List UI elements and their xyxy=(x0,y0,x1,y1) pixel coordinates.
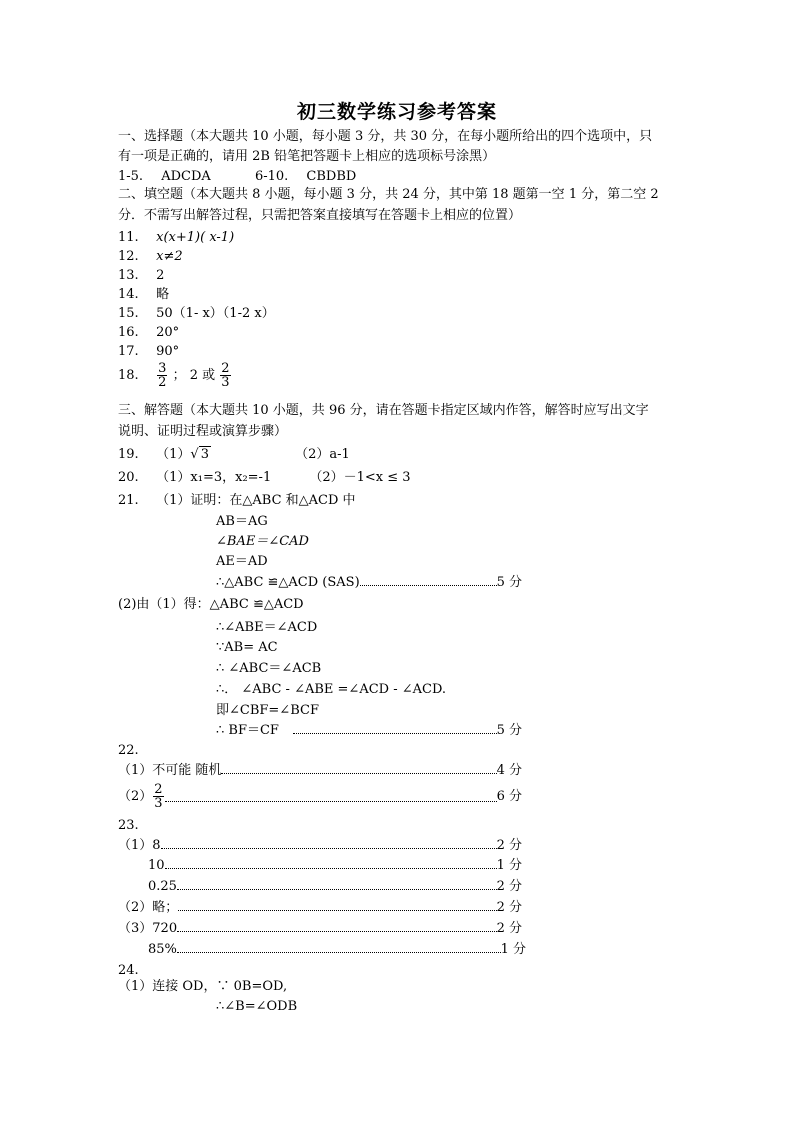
q21-step-4: ∴． ∠ABC - ∠ABE =∠ACD - ∠ACD. xyxy=(216,682,447,697)
score-label: 5 分 xyxy=(496,575,522,590)
item-number: 11. xyxy=(118,230,139,245)
q22-part2 xyxy=(118,783,522,810)
q21-conclusion-2 xyxy=(216,722,522,739)
q23-row-label: （3）720 xyxy=(118,921,178,936)
score-label: 2 分 xyxy=(496,879,522,894)
q21-condition-1: AB＝AG xyxy=(216,514,268,529)
fill-item-18 xyxy=(118,362,232,389)
fraction-three-halves: $\frac{3}{2}$ xyxy=(158,361,167,390)
q23-row xyxy=(148,941,526,958)
leader-dots xyxy=(177,880,497,890)
leader-dots xyxy=(178,901,496,911)
sqrt-three: √ 3 xyxy=(190,447,209,462)
fill-item-11 xyxy=(118,229,234,246)
q23-row xyxy=(148,857,522,874)
fill-item-14 xyxy=(118,286,169,303)
choice-range-1-5: 1-5. xyxy=(118,169,144,184)
score-label: 1 分 xyxy=(500,942,526,957)
item-number: 19. xyxy=(118,447,139,462)
item-answer: 20° xyxy=(156,325,180,340)
item-number: 21. xyxy=(118,493,139,508)
item-number: 13. xyxy=(118,268,139,283)
score-label: 1 分 xyxy=(496,858,522,873)
fill-item-12 xyxy=(118,248,183,265)
q24-line-1: （1）连接 OD，∵ 0B=OD, xyxy=(118,979,288,994)
item-number: 12. xyxy=(118,249,139,264)
q20-part2: （2）－1<x ≤ 3 xyxy=(309,470,411,485)
leader-dots xyxy=(360,576,497,586)
fill-item-13 xyxy=(118,267,164,284)
section3-header-line1: 三、解答题（本大题共 10 小题，共 96 分，请在答题卡指定区域内作答，解答时应写出文字 xyxy=(118,403,649,418)
item-number: 20. xyxy=(118,470,139,485)
item-answer: x(x+1)( x-1) xyxy=(156,230,235,245)
page-title: 初三数学练习参考答案 xyxy=(296,101,497,123)
score-label: 6 分 xyxy=(496,789,522,804)
score-label: 2 分 xyxy=(496,838,522,853)
q21-step-1: ∴∠ABE＝∠ACD xyxy=(216,620,318,635)
q20-part1: （1）x₁=3，x₂=-1 xyxy=(156,470,272,485)
fraction-two-thirds: $\frac{2}{3}$ xyxy=(221,361,230,390)
section1-header-line2: 有一项是正确的，请用 2B 铅笔把答题卡上相应的选项标号涂黑） xyxy=(118,149,496,164)
section2-header-line1: 二、填空题（本大题共 8 小题，每小题 3 分，共 24 分，其中第 18 题第一空 1 分，第二空 2 xyxy=(118,187,659,202)
leader-dots xyxy=(161,839,497,849)
score-label: 2 分 xyxy=(496,900,522,915)
solution-24-number: 24. xyxy=(118,963,139,978)
q19-part1-label: （1） xyxy=(156,447,191,462)
q23-row xyxy=(118,920,522,937)
section2-header-line2: 分．不需写出解答过程，只需把答案直接填写在答题卡上相应的位置） xyxy=(118,208,522,223)
fraction-two-thirds: $\frac{2}{3}$ xyxy=(154,782,163,811)
item-number: 17. xyxy=(118,344,139,359)
q21-conclusion-1 xyxy=(216,574,522,591)
q21-step-3: ∴ ∠ABC＝∠ACB xyxy=(216,661,322,676)
q23-row-label: 85% xyxy=(148,942,177,957)
leader-dots xyxy=(177,922,497,932)
leader-dots xyxy=(165,792,497,802)
solution-19 xyxy=(118,446,350,463)
item-answer: 50（1- x）（1-2 x） xyxy=(156,306,275,321)
choice-answers-1-5: ADCDA xyxy=(161,169,211,184)
item-number: 14. xyxy=(118,287,139,302)
q21-step-5: 即∠CBF=∠BCF xyxy=(216,703,319,718)
fill-item-16 xyxy=(118,324,179,341)
q24-line-2: ∴∠B=∠ODB xyxy=(216,999,298,1014)
q22-part1-text: （1）不可能 随机 xyxy=(118,763,222,778)
q23-row xyxy=(148,878,522,895)
choice-answers-6-10: CBDBD xyxy=(306,169,357,184)
q21-conclusion-2-text: ∴ BF＝CF xyxy=(216,723,279,738)
choice-range-6-10: 6-10. xyxy=(254,169,289,184)
section1-answers xyxy=(118,168,356,185)
fill-item-17 xyxy=(118,343,179,360)
leader-dots xyxy=(177,943,501,953)
q22-part1 xyxy=(118,762,522,779)
section3-header-line2: 说明、证明过程或演算步骤） xyxy=(118,424,288,439)
q22-part2-label: （2） xyxy=(118,789,153,804)
q23-row-label: 0.25 xyxy=(148,879,177,894)
q21-intro-text: （1）证明：在△ABC 和△ACD 中 xyxy=(156,493,356,508)
q23-row-label: （2）略； xyxy=(118,900,179,915)
solution-22-number: 22. xyxy=(118,743,139,758)
q21-part2-intro: (2)由（1）得：△ABC ≌△ACD xyxy=(118,597,304,612)
solution-23-number: 23. xyxy=(118,818,139,833)
section1-header-line1: 一、选择题（本大题共 10 小题，每小题 3 分，共 30 分，在每小题所给出的四个选项中，只 xyxy=(118,129,653,144)
item-answer-mid: ； 2 或 xyxy=(172,368,216,383)
leader-dots xyxy=(293,724,497,734)
item-answer: x≠2 xyxy=(156,249,183,264)
item-number: 15. xyxy=(118,306,139,321)
q19-part2: （2）a-1 xyxy=(295,447,350,462)
q21-step-2: ∵AB= AC xyxy=(216,640,278,655)
solution-21-intro xyxy=(118,492,356,509)
q23-row xyxy=(118,837,522,854)
leader-dots xyxy=(165,859,497,869)
q23-row xyxy=(118,899,522,916)
q23-row-label: （1）8 xyxy=(118,838,161,853)
score-label: 2 分 xyxy=(496,921,522,936)
leader-dots xyxy=(221,764,496,774)
item-answer: 90° xyxy=(156,344,180,359)
fill-item-15 xyxy=(118,305,275,322)
item-number: 16. xyxy=(118,325,139,340)
q21-condition-3: AE＝AD xyxy=(216,554,268,569)
item-answer: 略 xyxy=(156,287,170,302)
q21-conclusion-1-text: ∴△ABC ≌△ACD (SAS) xyxy=(216,575,360,590)
q21-condition-2: ∠BAE＝∠CAD xyxy=(216,534,309,549)
q23-row-label: 10 xyxy=(148,858,165,873)
score-label: 5 分 xyxy=(496,723,522,738)
solution-20 xyxy=(118,469,411,486)
item-number: 18. xyxy=(118,368,139,383)
item-answer: 2 xyxy=(156,268,165,283)
score-label: 4 分 xyxy=(496,763,522,778)
